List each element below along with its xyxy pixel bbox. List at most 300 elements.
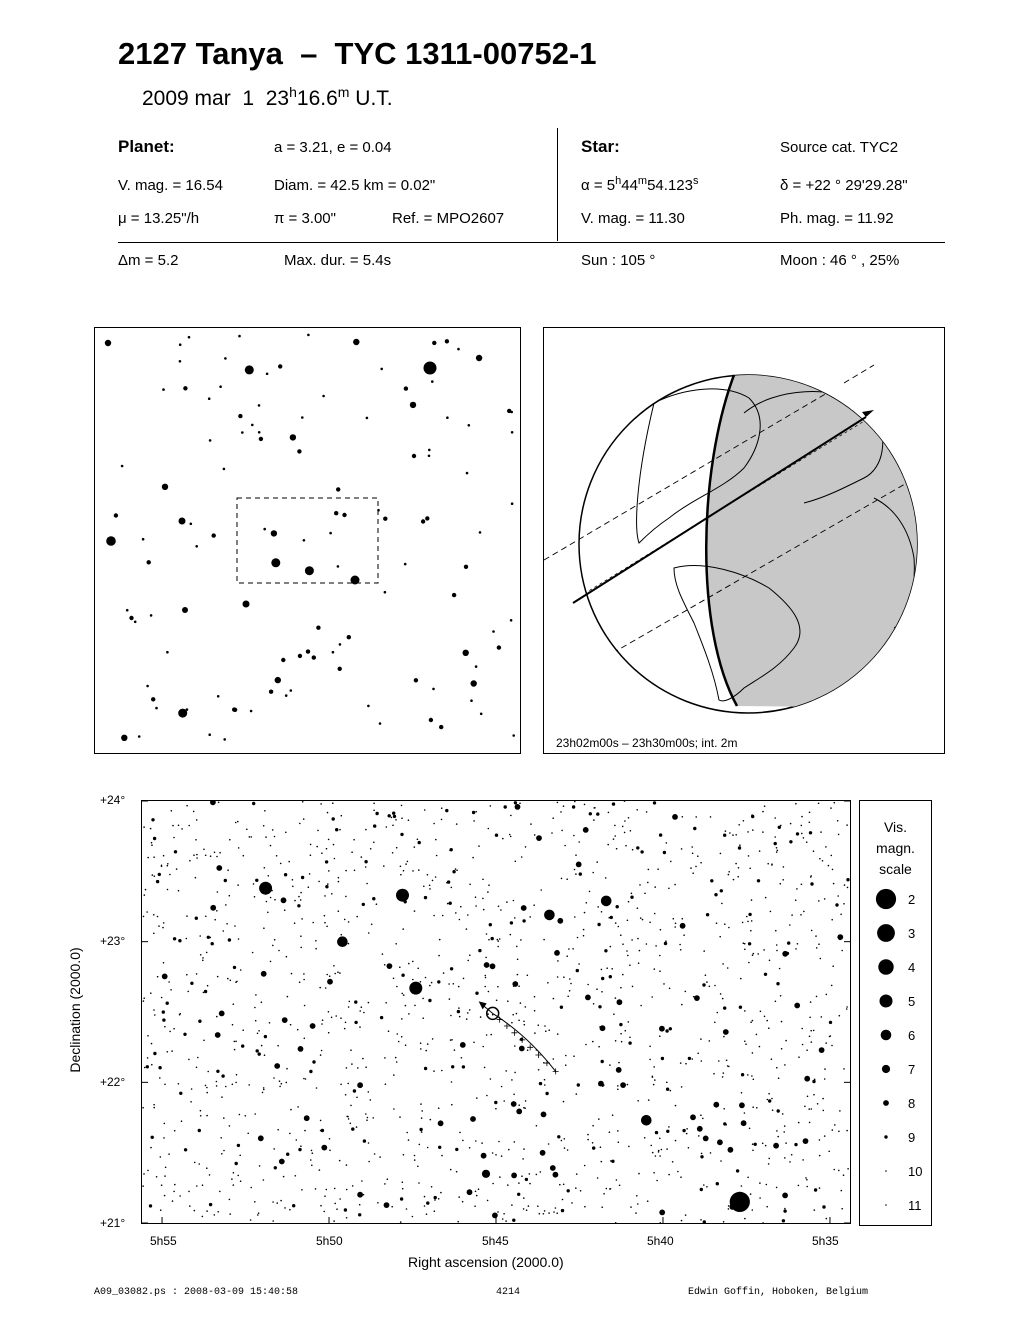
star-mark bbox=[433, 823, 435, 825]
star-mark bbox=[601, 1060, 604, 1063]
star-mark bbox=[516, 1109, 522, 1115]
star-mark bbox=[810, 882, 813, 885]
star-mark bbox=[846, 1006, 848, 1008]
star-mark bbox=[150, 614, 153, 617]
star-mark bbox=[464, 565, 468, 569]
star-mark bbox=[666, 1088, 669, 1091]
star-mark bbox=[472, 857, 474, 859]
star-mark bbox=[709, 1040, 711, 1042]
star-mark bbox=[354, 1000, 357, 1003]
star-mark bbox=[773, 1143, 779, 1149]
star-mark bbox=[466, 472, 469, 475]
star-mark bbox=[189, 1205, 191, 1207]
star-mark bbox=[456, 1171, 458, 1173]
star-mark bbox=[501, 1155, 503, 1157]
star-mark bbox=[698, 1135, 700, 1137]
star-mark bbox=[476, 355, 482, 361]
star-mark bbox=[167, 863, 169, 865]
path-time-mark bbox=[544, 1060, 550, 1066]
star-mark bbox=[832, 965, 834, 967]
star-mark bbox=[251, 424, 254, 427]
star-mark bbox=[560, 1006, 563, 1009]
star-mark bbox=[300, 899, 302, 901]
star-mark bbox=[648, 869, 650, 871]
star-mark bbox=[305, 1078, 307, 1080]
star-mark bbox=[412, 979, 414, 981]
star-mark bbox=[484, 986, 486, 988]
star-mark bbox=[728, 1147, 734, 1153]
star-mark bbox=[730, 1192, 750, 1212]
star-mark bbox=[310, 1159, 312, 1161]
star-mark bbox=[706, 913, 709, 916]
star-mark bbox=[361, 1006, 363, 1008]
star-mark bbox=[677, 1171, 679, 1173]
star-mark bbox=[617, 1085, 619, 1087]
star-mark bbox=[372, 1117, 374, 1119]
star-mark bbox=[659, 955, 661, 957]
star-mark bbox=[499, 1176, 501, 1178]
star-mark bbox=[237, 821, 239, 823]
star-mark bbox=[216, 865, 222, 871]
star-mark bbox=[518, 1020, 520, 1022]
star-right-ascension: $\alpha = 5^h44^m54.123^s$ bbox=[581, 175, 699, 194]
star-mark bbox=[630, 830, 632, 832]
star-mark bbox=[520, 939, 522, 941]
star-mark bbox=[290, 1109, 292, 1111]
star-mark bbox=[356, 916, 358, 918]
star-mark bbox=[615, 922, 617, 924]
star-mark bbox=[429, 888, 431, 890]
star-mark bbox=[475, 992, 478, 995]
star-mark bbox=[339, 829, 341, 831]
star-mark bbox=[661, 1149, 663, 1151]
star-mark bbox=[387, 963, 393, 969]
star-mark bbox=[420, 981, 422, 983]
star-mark bbox=[351, 851, 353, 853]
star-mark bbox=[395, 819, 397, 821]
star-mark bbox=[406, 1208, 408, 1210]
star-mark bbox=[339, 1160, 341, 1162]
star-mark bbox=[320, 1205, 322, 1207]
star-mark bbox=[475, 896, 477, 898]
star-mark bbox=[429, 985, 431, 987]
star-mark bbox=[499, 938, 501, 940]
star-mark bbox=[186, 938, 188, 940]
star-mark bbox=[525, 846, 527, 848]
star-mark bbox=[511, 431, 514, 434]
star-mark bbox=[759, 1046, 761, 1048]
star-mark bbox=[519, 1046, 525, 1052]
star-mark bbox=[837, 934, 843, 940]
star-mark bbox=[744, 1010, 746, 1012]
star-mark bbox=[354, 870, 356, 872]
star-mark bbox=[507, 1000, 509, 1002]
star-mark bbox=[225, 904, 227, 906]
star-mark bbox=[278, 950, 280, 952]
star-mark bbox=[816, 996, 818, 998]
star-mark bbox=[329, 1138, 331, 1140]
star-mark bbox=[762, 831, 764, 833]
star-mark bbox=[697, 1126, 703, 1132]
star-mark bbox=[506, 901, 508, 903]
star-mark bbox=[347, 1083, 349, 1085]
star-mark bbox=[710, 1152, 712, 1154]
star-mark bbox=[587, 984, 589, 986]
star-mark bbox=[274, 939, 276, 941]
shadow-direction-arrow bbox=[862, 410, 874, 417]
star-mark bbox=[305, 566, 314, 575]
star-mark bbox=[727, 967, 729, 969]
star-mark bbox=[291, 973, 293, 975]
star-mark bbox=[426, 1213, 428, 1215]
star-mark bbox=[584, 1165, 586, 1167]
star-mark bbox=[482, 898, 484, 900]
star-mark bbox=[722, 1076, 724, 1078]
star-mark bbox=[280, 863, 282, 865]
star-mark bbox=[700, 1188, 703, 1191]
star-mark bbox=[209, 1174, 211, 1176]
star-mark bbox=[424, 362, 437, 375]
star-mark bbox=[750, 1193, 752, 1195]
star-mark bbox=[235, 1041, 237, 1043]
star-mark bbox=[219, 385, 222, 388]
star-mark bbox=[338, 881, 340, 883]
star-mark bbox=[338, 910, 340, 912]
star-mark bbox=[492, 1152, 494, 1154]
star-mark bbox=[510, 815, 512, 817]
star-mark bbox=[820, 958, 822, 960]
star-mark bbox=[348, 1118, 350, 1120]
star-mark bbox=[426, 1201, 429, 1204]
star-mark bbox=[349, 1001, 351, 1003]
star-mark bbox=[264, 1035, 267, 1038]
star-mark bbox=[242, 1029, 244, 1031]
star-mark bbox=[282, 1017, 288, 1023]
star-mark bbox=[523, 1197, 525, 1199]
star-mark bbox=[168, 1153, 170, 1155]
star-mark bbox=[482, 1170, 490, 1178]
star-mark bbox=[301, 1189, 303, 1191]
star-mark bbox=[763, 949, 765, 951]
star-mark bbox=[490, 1078, 492, 1080]
star-mark bbox=[660, 929, 662, 931]
star-mark bbox=[611, 1160, 614, 1163]
star-mark bbox=[571, 1202, 573, 1204]
star-mark bbox=[523, 1107, 525, 1109]
star-mark bbox=[482, 879, 484, 881]
star-mark bbox=[150, 992, 152, 994]
star-mark bbox=[407, 861, 409, 863]
star-mark bbox=[830, 1035, 832, 1037]
night-shading bbox=[706, 368, 924, 708]
star-mark bbox=[339, 972, 341, 974]
star-mark bbox=[587, 1139, 589, 1141]
star-mark bbox=[654, 886, 656, 888]
star-mark bbox=[721, 903, 723, 905]
star-mark bbox=[223, 1150, 225, 1152]
star-mark bbox=[434, 1210, 436, 1212]
star-mark bbox=[682, 1129, 685, 1132]
star-mark bbox=[673, 918, 675, 920]
star-mark bbox=[511, 1204, 513, 1206]
star-mark bbox=[751, 815, 754, 818]
star-mark bbox=[272, 1220, 274, 1222]
star-mark bbox=[272, 1201, 274, 1203]
star-mark bbox=[551, 832, 553, 834]
star-mark bbox=[324, 1195, 326, 1197]
star-mark bbox=[557, 976, 559, 978]
star-mark bbox=[738, 867, 740, 869]
star-mark bbox=[354, 1021, 357, 1024]
planet-motion: μ = 13.25"/h bbox=[118, 210, 200, 227]
star-mark bbox=[759, 1197, 761, 1199]
star-mark bbox=[606, 1188, 608, 1190]
star-mark bbox=[250, 1219, 252, 1221]
star-mark bbox=[274, 1166, 277, 1169]
star-mark bbox=[186, 708, 189, 711]
star-mark bbox=[441, 819, 443, 821]
star-mark bbox=[408, 963, 410, 965]
star-mark bbox=[513, 900, 515, 902]
star-mark bbox=[195, 877, 197, 879]
star-mark bbox=[771, 1098, 773, 1100]
star-mark bbox=[743, 942, 745, 944]
star-mark bbox=[492, 1213, 498, 1219]
star-mark bbox=[574, 869, 576, 871]
star-mark bbox=[525, 1178, 528, 1181]
star-mark bbox=[728, 1205, 730, 1207]
star-mark bbox=[748, 913, 751, 916]
star-mark bbox=[395, 943, 397, 945]
star-mark bbox=[311, 1165, 313, 1167]
star-mark bbox=[281, 897, 287, 903]
star-mark bbox=[769, 960, 771, 962]
star-mark bbox=[163, 962, 165, 964]
star-mark bbox=[198, 1163, 200, 1165]
table-rule bbox=[118, 242, 945, 243]
star-mark bbox=[422, 998, 424, 1000]
star-mark bbox=[629, 964, 631, 966]
star-mark bbox=[358, 1213, 361, 1216]
star-mark bbox=[279, 1086, 281, 1088]
star-mark bbox=[261, 971, 267, 977]
star-mark bbox=[625, 1030, 627, 1032]
star-mark bbox=[169, 1031, 171, 1033]
star-mark bbox=[248, 1084, 250, 1086]
x-axis-title: Right ascension (2000.0) bbox=[408, 1254, 564, 1270]
star-mark bbox=[284, 873, 287, 876]
star-mark bbox=[710, 816, 712, 818]
star-mark bbox=[258, 1212, 260, 1214]
star-declination: δ = +22 ° 29'29.28" bbox=[780, 177, 908, 194]
star-mark bbox=[300, 892, 302, 894]
star-mark bbox=[523, 1021, 525, 1023]
star-mark bbox=[195, 917, 198, 920]
star-mark bbox=[183, 1033, 186, 1036]
star-mark bbox=[512, 1219, 515, 1222]
star-mark bbox=[564, 1147, 566, 1149]
legend-title-line: scale bbox=[879, 861, 912, 877]
star-mark bbox=[509, 834, 511, 836]
star-mark bbox=[142, 1185, 144, 1187]
star-mark bbox=[765, 897, 767, 899]
star-mark bbox=[186, 974, 188, 976]
star-mark bbox=[134, 621, 137, 624]
star-mark bbox=[432, 880, 434, 882]
star-mark bbox=[337, 971, 339, 973]
star-mark bbox=[460, 1042, 466, 1048]
star-mark bbox=[227, 978, 229, 980]
star-mark bbox=[207, 936, 210, 939]
star-mark bbox=[517, 974, 519, 976]
star-mark bbox=[597, 906, 599, 908]
star-mark bbox=[615, 1222, 617, 1223]
star-mark bbox=[224, 879, 227, 882]
star-mark bbox=[334, 858, 336, 860]
star-mark bbox=[208, 397, 211, 400]
star-mark bbox=[713, 1073, 715, 1075]
star-mark bbox=[461, 1057, 463, 1059]
star-mark bbox=[598, 1085, 600, 1087]
star-mark bbox=[834, 1124, 836, 1126]
star-mark bbox=[268, 875, 270, 877]
star-source-catalog: Source cat. TYC2 bbox=[780, 139, 899, 156]
star-mark bbox=[703, 1184, 705, 1186]
star-mark bbox=[742, 922, 744, 924]
star-mark bbox=[215, 1032, 221, 1038]
star-mark bbox=[782, 879, 784, 881]
star-mark bbox=[455, 868, 457, 870]
star-mark bbox=[547, 982, 549, 984]
star-mark bbox=[569, 978, 571, 980]
y-tick-label: +23° bbox=[100, 934, 126, 948]
star-mark bbox=[228, 938, 231, 941]
star-mark bbox=[143, 916, 145, 918]
star-mark bbox=[717, 1012, 719, 1014]
star-mark bbox=[725, 830, 727, 832]
star-mark bbox=[536, 1174, 538, 1176]
star-mark bbox=[322, 395, 325, 398]
star-mark bbox=[536, 835, 542, 841]
star-mark bbox=[290, 1024, 292, 1026]
star-mark bbox=[334, 511, 338, 515]
star-mark bbox=[399, 966, 401, 968]
star-mark bbox=[414, 1155, 416, 1157]
star-mark bbox=[326, 974, 328, 976]
star-mark bbox=[412, 454, 416, 458]
star-mark bbox=[191, 1088, 193, 1090]
star-mark bbox=[302, 801, 304, 803]
star-mark bbox=[346, 1164, 348, 1166]
star-mark bbox=[408, 819, 410, 821]
star-mark bbox=[173, 937, 176, 940]
star-mark bbox=[350, 1123, 352, 1125]
star-mark bbox=[540, 1171, 542, 1173]
star-mark bbox=[289, 1209, 291, 1211]
star-mark bbox=[484, 1067, 486, 1069]
star-mark bbox=[432, 688, 435, 691]
star-mark bbox=[700, 1219, 702, 1221]
star-mark bbox=[741, 1120, 747, 1126]
star-mark bbox=[237, 884, 239, 886]
star-mark bbox=[269, 690, 273, 694]
star-mark bbox=[219, 852, 221, 854]
star-mark bbox=[338, 877, 340, 879]
star-mark bbox=[774, 842, 777, 845]
star-mark bbox=[819, 1187, 821, 1189]
star-mark bbox=[263, 528, 266, 531]
star-mark bbox=[803, 1138, 809, 1144]
star-mark bbox=[779, 968, 781, 970]
star-mark bbox=[819, 1139, 821, 1141]
star-mark bbox=[105, 340, 111, 346]
star-mark bbox=[469, 954, 471, 956]
star-mark bbox=[178, 1083, 180, 1085]
star-mark bbox=[237, 1175, 239, 1177]
star-mark bbox=[443, 972, 445, 974]
star-mark bbox=[642, 919, 644, 921]
star-mark bbox=[600, 1025, 606, 1031]
star-mark bbox=[627, 955, 629, 957]
star-mark bbox=[259, 437, 263, 441]
star-mark bbox=[669, 1027, 672, 1030]
star-mark bbox=[149, 1204, 152, 1207]
star-mark bbox=[825, 846, 827, 848]
star-mark bbox=[417, 839, 419, 841]
star-mark bbox=[685, 991, 687, 993]
star-mark bbox=[703, 1136, 709, 1142]
path-arrow bbox=[479, 1001, 487, 1009]
star-mark bbox=[739, 1006, 742, 1009]
star-mark bbox=[665, 1029, 668, 1032]
star-mark bbox=[361, 856, 363, 858]
star-mark bbox=[462, 1140, 464, 1142]
star-mark bbox=[370, 1099, 372, 1101]
star-mark bbox=[518, 985, 520, 987]
star-mark bbox=[563, 805, 565, 807]
star-mark bbox=[298, 1046, 304, 1052]
star-mark bbox=[220, 1137, 222, 1139]
star-mark bbox=[435, 839, 437, 841]
star-mark bbox=[512, 1014, 514, 1016]
star-mark bbox=[561, 878, 563, 880]
star-mark bbox=[502, 838, 504, 840]
star-mark bbox=[165, 1167, 167, 1169]
star-mark bbox=[210, 855, 212, 857]
star-mark bbox=[233, 1184, 235, 1186]
star-mark bbox=[454, 1049, 456, 1051]
star-mark bbox=[709, 986, 711, 988]
star-mark bbox=[536, 1125, 538, 1127]
star-mark bbox=[303, 1078, 305, 1080]
star-mark bbox=[660, 1222, 662, 1223]
star-mark bbox=[804, 1076, 810, 1082]
star-mark bbox=[748, 855, 750, 857]
star-mark bbox=[428, 455, 431, 458]
star-mark bbox=[780, 995, 782, 997]
star-mark bbox=[217, 891, 219, 893]
star-mark bbox=[847, 887, 849, 889]
star-mark bbox=[811, 1041, 813, 1043]
star-mark bbox=[669, 988, 671, 990]
star-mark bbox=[274, 899, 276, 901]
star-mark bbox=[647, 1200, 649, 1202]
star-mark bbox=[392, 812, 395, 815]
star-mark bbox=[331, 1017, 333, 1019]
star-mark bbox=[644, 893, 646, 895]
star-mark bbox=[668, 888, 670, 890]
star-mark bbox=[507, 1184, 509, 1186]
